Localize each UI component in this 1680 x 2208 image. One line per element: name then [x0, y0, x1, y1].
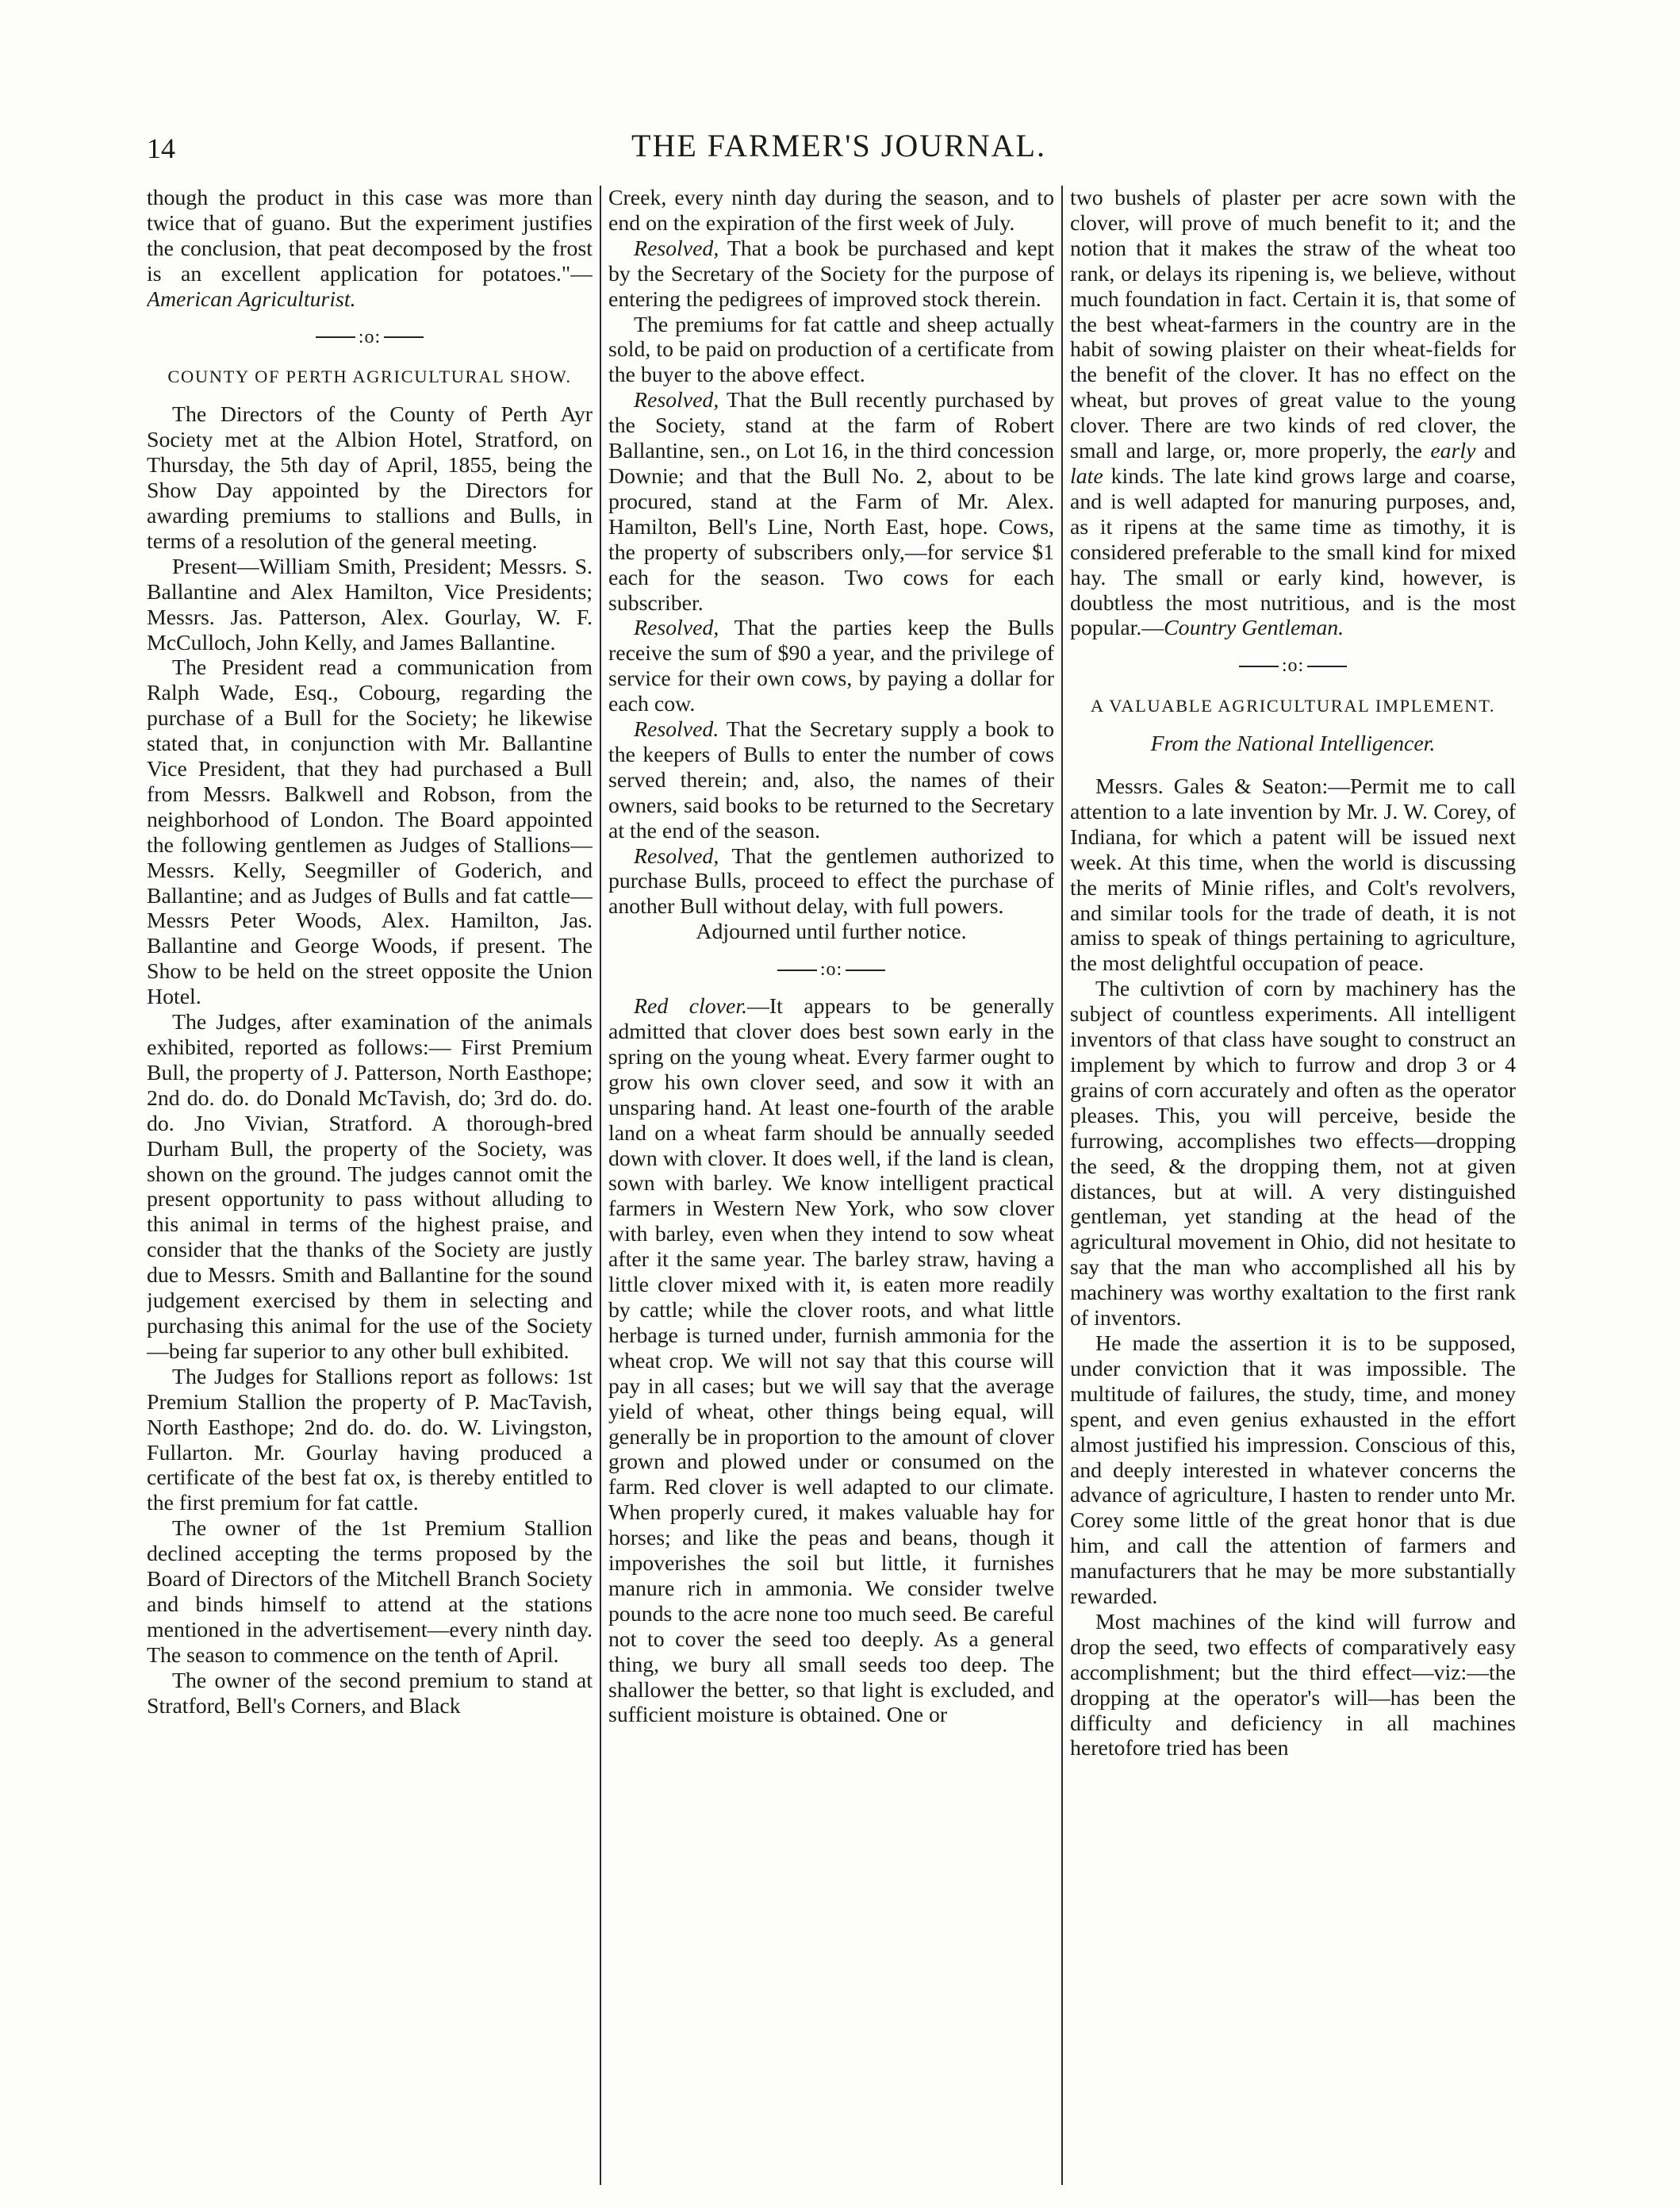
- paragraph: The owner of the second premium to stand at Stratford, Bell's Corners, and Black: [147, 1668, 593, 1718]
- paragraph: Resolved. That the Secretary supply a book to the keepers of Bulls to enter the number of cows served therein; and, also, the names of their owners, said books to be returned to the Secretary at the end of the season.: [608, 717, 1054, 843]
- paragraph: Red clover.—It appears to be generally admitted that clover does best sown early in the spring on the young wheat. Every farmer ought to grow his own clover seed, and sow it with an unsparing hand. At least one-fourth of the arable land on a wheat farm should be annually seeded down with clover. It does well, if the land is clean, sown with barley. We know intelligent practical farmers in Western New York, who sow clover with barley, even when they intend to sow wheat after it the same year. The barley straw, having a little clover mixed with it, is eaten more readily by cattle; while the clover roots, and what little herbage is turned under, furnish ammonia for the wheat crop. We will not say that this course will pay in all cases; but we will say that the average yield of wheat, other things being equal, will generally be in proportion to the amount of clover grown and plowed under or consumed on the farm. Red clover is well adapted to our climate. When properly cured, it makes valuable hay for horses; and like the peas and beans, though it impoverishes the soil but little, it furnishes manure rich in ammonia. We consider twelve pounds to the acre none too much seed. Be careful not to cover the seed too deeply. As a general thing, we bury all small seeds too deep. The shallower the better, so that light is excluded, and sufficient moisture is obtained. One or: [608, 994, 1054, 1728]
- source-credit: American Agriculturist.: [147, 286, 356, 312]
- paragraph: Resolved, That the parties keep the Bulls receive the sum of $90 a year, and the privilege of service for their own cows, by paying a dollar for each cow.: [608, 616, 1054, 717]
- paragraph: Most machines of the kind will furrow and drop the seed, two effects of comparatively easy accomplishment; but the third effect—viz:—the dropping at the operator's will—has been the difficulty and deficiency in all machines heretofore tried has been: [1070, 1609, 1516, 1761]
- paragraph: though the product in this case was more than twice that of guano. But the experiment justifies the conclusion, that peat decomposed by the frost is an excellent application for potatoes."—American Agriculturist.: [147, 186, 593, 312]
- column-rule: [600, 186, 601, 2185]
- paragraph: two bushels of plaster per acre sown with the clover, will prove of much benefit to it; and the notion that it makes the straw of the wheat too rank, or delays its ripening is, we believe, without much foundation in fact. Certain it is, that some of the best wheat-farmers in the country are in the habit of sowing plaister on their wheat-fields for the benefit of the clover. It has no effect on the wheat, but proves of great value to the young clover. There are two kinds of red clover, the small and large, or, more properly, the early and late kinds. The late kind grows large and coarse, and is well adapted for manuring purposes, and, as it ripens at the same time as timothy, it is considered preferable to the small kind for mixed hay. The small or early kind, however, is doubtless the most nutritious, and is the most popular.—Country Gentleman.: [1070, 186, 1516, 641]
- paragraph: Adjourned until further notice.: [696, 920, 967, 945]
- paragraph: Messrs. Gales & Seaton:—Permit me to call attention to a late invention by Mr. J. W. Corey, of Indiana, for which a patent will be issued next week. At this time, when the world is discussing the merits of Minie rifles, and Colt's revolvers, and similar tools for the trade of death, it is not amiss to speak of things pertaining to agriculture, the most delightful occupation of peace.: [1070, 774, 1516, 977]
- paragraph: The premiums for fat cattle and sheep actually sold, to be paid on production of a certificate from the buyer to the above effect.: [608, 312, 1054, 388]
- journal-title: THE FARMER'S JOURNAL.: [631, 128, 1046, 163]
- paragraph: The Directors of the County of Perth Ayr Society met at the Albion Hotel, Stratford, on Thursday, the 5th day of April, 1855, being the Show Day appointed by the Directors for awarding premiums to stallions and Bulls, in terms of a resolution of the general meeting.: [147, 402, 593, 554]
- separator: :o:: [608, 956, 1054, 983]
- running-head: [147, 127, 1531, 175]
- column-1: [147, 186, 593, 2185]
- source-credit: Country Gentleman.: [1164, 616, 1344, 641]
- paragraph: Creek, every ninth day during the season, and to end on the expiration of the first week of July.: [608, 186, 1054, 236]
- column-2: [608, 186, 1054, 2185]
- article-columns: [147, 186, 1531, 2185]
- column-rule: [1061, 186, 1063, 2185]
- paragraph: Resolved, That a book be purchased and kept by the Secretary of the Society for the purpose of entering the pedigrees of improved stock therein.: [608, 236, 1054, 312]
- article-heading: COUNTY OF PERTH AGRICULTURAL SHOW.: [167, 367, 572, 387]
- paragraph: Resolved, That the Bull recently purchased by the Society, stand at the farm of Robert Ballantine, sen., on Lot 16, in the third concession Downie; and that the Bull No. 2, about to be procured, stand at the Farm of Mr. Alex. Hamilton, Bell's Line, North East, hope. Cows, the property of subscribers only,—for service $1 each for the season. Two cows for each subscriber.: [608, 388, 1054, 616]
- column-3: [1070, 186, 1516, 2185]
- paragraph: The cultivtion of corn by machinery has the subject of countless experiments. All intelligent inventors of that class have sought to construct an implement by which to furrow and drop 3 or 4 grains of corn accurately and often as the operator pleases. This, you will perceive, beside the furrowing, accomplishes two effects—dropping the seed, & the dropping them, not at given distances, but at will. A very distinguished gentleman, yet standing at the head of the agricultural movement in Ohio, did not hesitate to say that the man who accomplished all his by machinery was worthy exaltation to the first rank of inventors.: [1070, 977, 1516, 1331]
- paragraph: The owner of the 1st Premium Stallion declined accepting the terms proposed by the Board of Directors of the Mitchell Branch Society and binds himself to attend at the stations mentioned in the advertisement—every ninth day. The season to commence on the tenth of April.: [147, 1516, 593, 1668]
- article-heading: A VALUABLE AGRICULTURAL IMPLEMENT.: [1090, 696, 1496, 716]
- paragraph: Present—William Smith, President; Messrs. S. Ballantine and Alex Hamilton, Vice Presidents; Messrs. Jas. Patterson, Alex. Gourlay, W. F. McCulloch, John Kelly, and James Ballantine.: [147, 554, 593, 655]
- paragraph: He made the assertion it is to be supposed, under conviction that it was impossible. The multitude of failures, the study, time, and money spent, and even genius exhausted in the effort almost justified his impression. Conscious of this, and deeply interested in whatever concerns the advance of agriculture, I hasten to render unto Mr. Corey some little of the great honor that is due him, and call the attention of farmers and manufacturers that he may be more substantially rewarded.: [1070, 1331, 1516, 1610]
- page-number: 14: [147, 132, 175, 164]
- article-subheading: From the National Intelligencer.: [1150, 732, 1436, 757]
- paragraph: The Judges for Stallions report as follows: 1st Premium Stallion the property of P. MacTavish, North Easthope; 2nd do. do. do. W. Livingston, Fullarton. Mr. Gourlay having produced a certificate of the best fat ox, is thereby entitled to the first premium for fat cattle.: [147, 1364, 593, 1516]
- separator: :o:: [1070, 652, 1516, 679]
- paragraph: Resolved, That the gentlemen authorized to purchase Bulls, proceed to effect the purchase of another Bull without delay, with full powers.: [608, 843, 1054, 920]
- separator: :o:: [147, 324, 593, 351]
- paragraph: The Judges, after examination of the animals exhibited, reported as follows:— First Premium Bull, the property of J. Patterson, North Easthope; 2nd do. do. do Donald McTavish, do; 3rd do. do. do. Jno Vivian, Stratford. A thorough-bred Durham Bull, the property of the Society, was shown on the ground. The judges cannot omit the present opportunity to pass without alluding to this animal in terms of the highest praise, and consider that the thanks of the Society are justly due to Messrs. Smith and Ballantine for the sound judgement exercised by them in selecting and purchasing this animal for the use of the Society—being far superior to any other bull exhibited.: [147, 1010, 593, 1364]
- paragraph: The President read a communication from Ralph Wade, Esq., Cobourg, regarding the purchase of a Bull for the Society; he likewise stated that, in conjunction with Mr. Ballantine Vice President, that they had purchased a Bull from Messrs. Balkwell and Robson, from the neighborhood of London. The Board appointed the following gentlemen as Judges of Stallions—Messrs. Kelly, Seegmiller of Goderich, and Ballantine; and as Judges of Bulls and fat cattle—Messrs Peter Woods, Alex. Hamilton, Jas. Ballantine and George Woods, if present. The Show to be held on the street opposite the Union Hotel.: [147, 655, 593, 1010]
